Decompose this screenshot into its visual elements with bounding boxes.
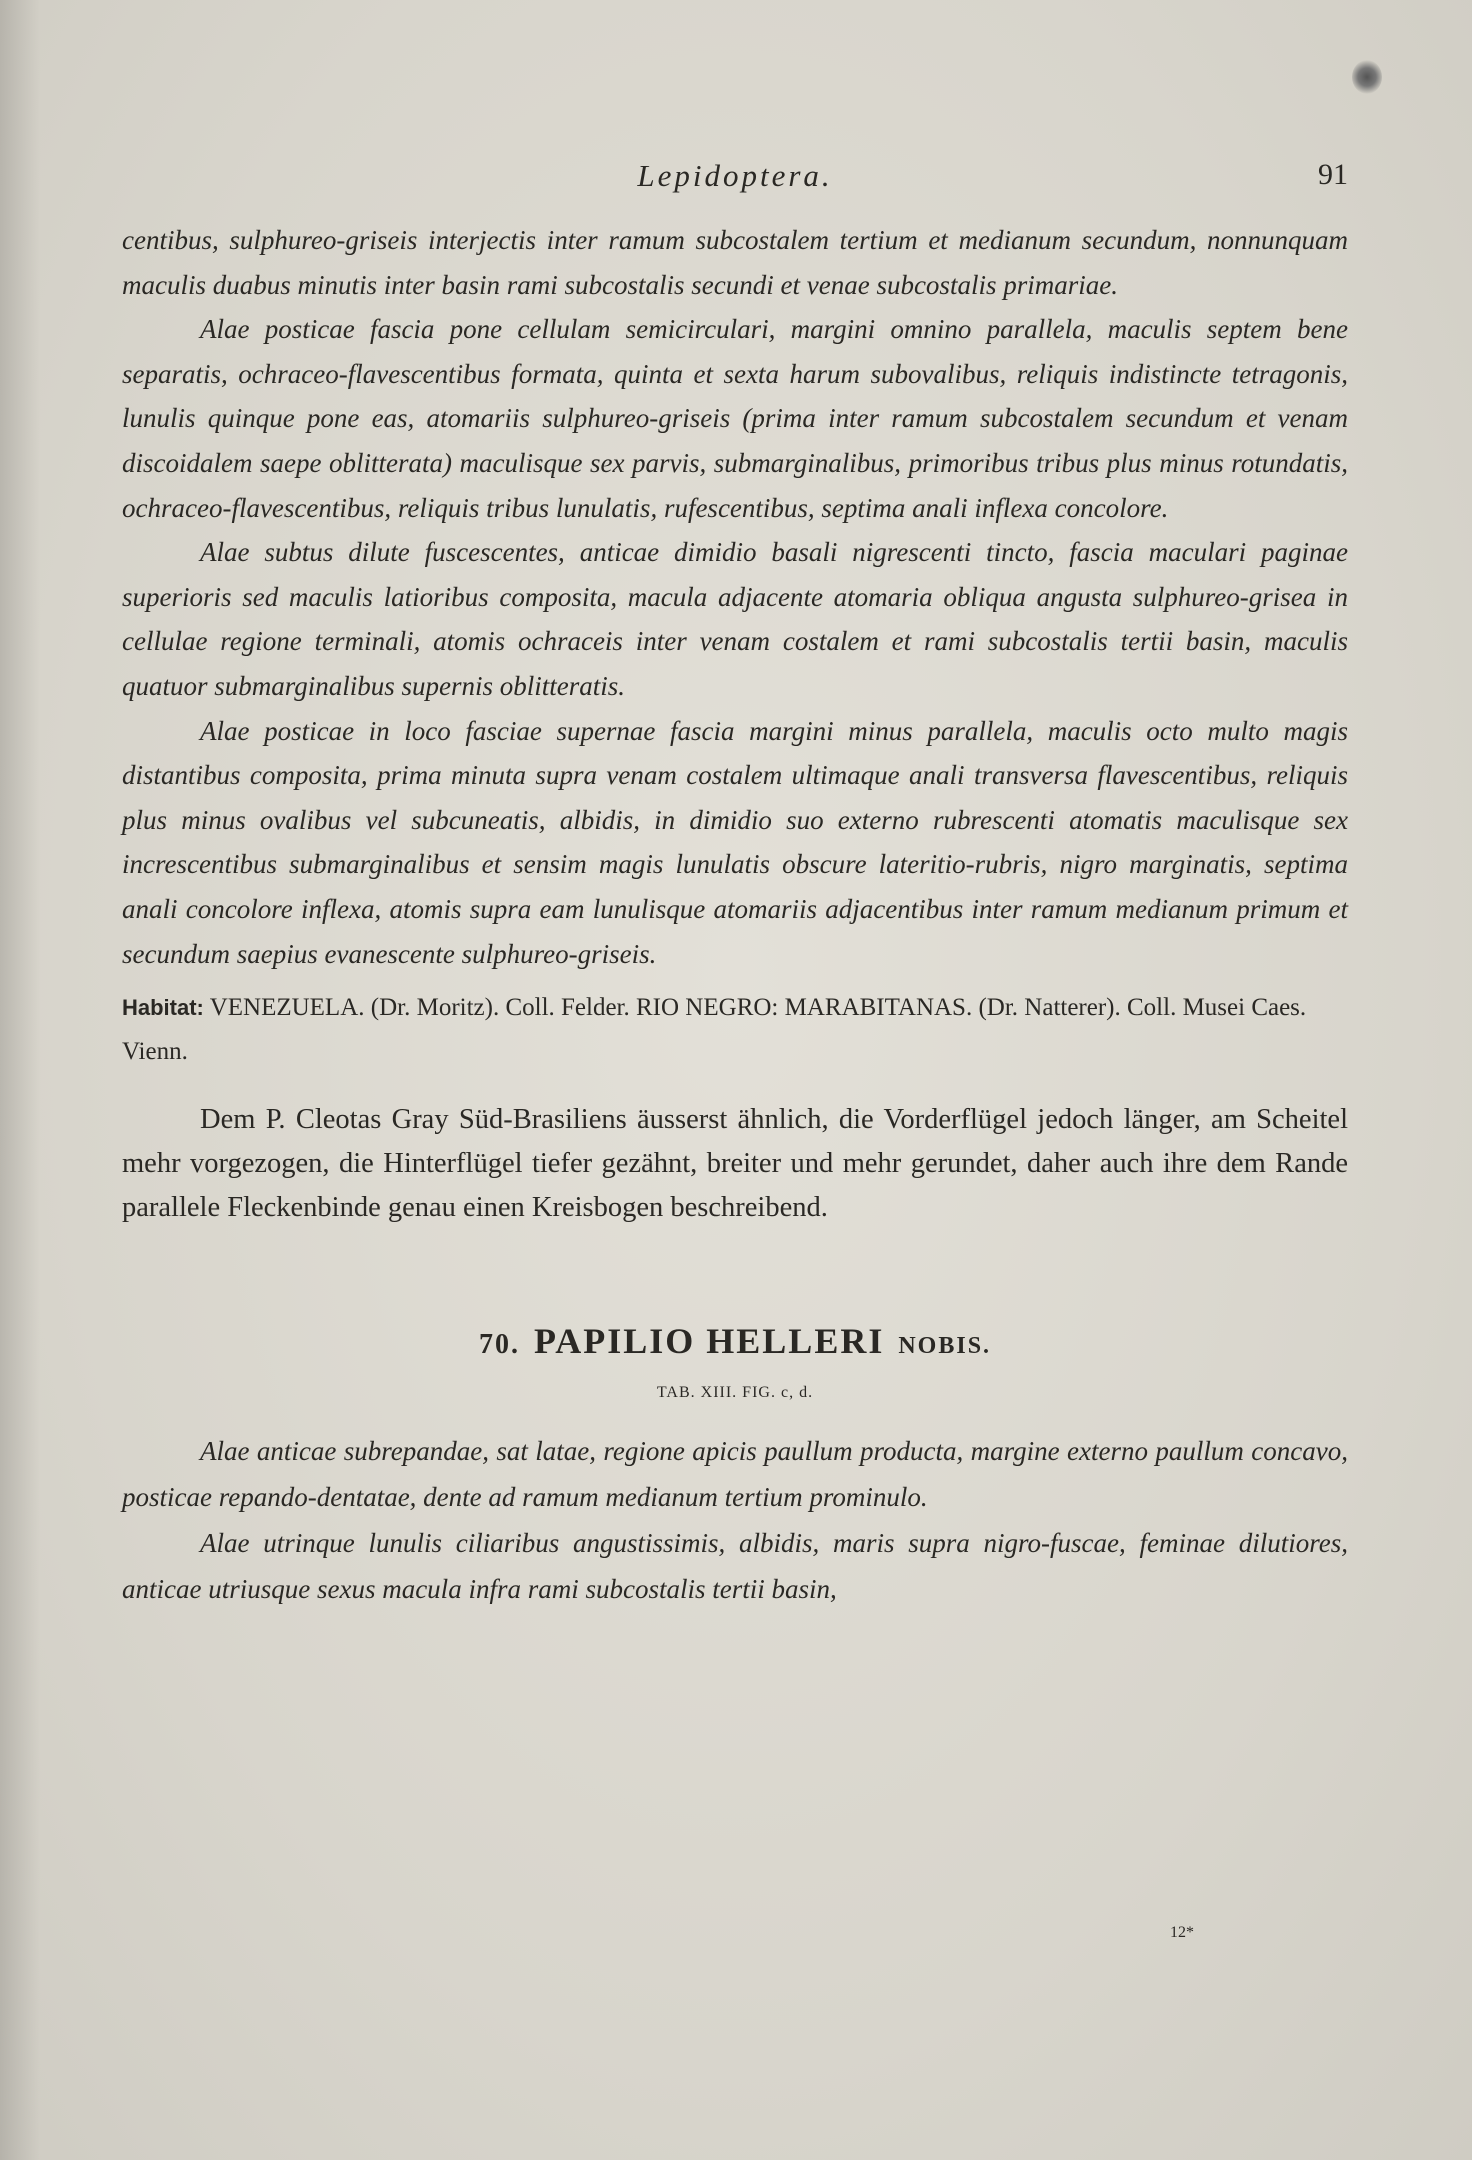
plate-reference: TAB. XIII. FIG. c, d. (656, 1384, 814, 1402)
ink-smudge (1352, 60, 1382, 94)
habitat-text: VENEZUELA. (Dr. Moritz). Coll. Felder. RIO NEGRO: MARABITANAS. (Dr. Natterer). Coll. Musei Caes. Vienn. (122, 994, 1307, 1066)
habitat (122, 986, 1348, 1074)
species-number: 70. (478, 1329, 520, 1361)
page-number: 91 (1318, 158, 1348, 191)
signature-mark: 12* (1170, 1924, 1194, 1941)
species-name: PAPILIO HELLERI (533, 1321, 885, 1362)
paragraph-wing-colour: Alae utrinque lunulis ciliaribus angustissimis, albidis, maris supra nigro-fuscae, feminae dilutiores, anticae utriusque sexus macula infra rami subcostalis tertii basin, (122, 1528, 1348, 1605)
species-heading (122, 1320, 1348, 1362)
description-bottom (122, 1428, 1348, 1612)
german-note: Dem P. Cleotas Gray Süd-Brasiliens äusserst ähnlich, die Vorderflügel jedoch länger, am Scheitel mehr vorgezogen, die Hinterflügel tiefer gezähnt, breiter und mehr gerundet, daher auch ihre dem Rande parallele Fleckenbinde genau einen Kreisbogen beschreibend. (122, 1104, 1348, 1224)
paragraph-underside: Alae subtus dilute fuscescentes, anticae dimidio basali nigrescenti tincto, fascia maculari paginae superioris sed maculis latioribus composita, macula adjacente atomaria obliqua angusta sulphureo-grisea in cellulae regione terminali, atomis ochraceis inter venam costalem et rami subcostalis tertii basin, maculis quatuor submarginalibus supernis oblitteratis. (122, 537, 1348, 701)
paragraph-continuation: centibus, sulphureo-griseis interjectis inter ramum subcostalem tertium et medianum secundum, nonnunquam maculis duabus minutis inter basin rami subcostalis secundi et venae subcostalis primariae. (122, 225, 1348, 300)
paragraph-wing-shape: Alae anticae subrepandae, sat latae, regione apicis paullum producta, margine externo paullum concavo, posticae repando-dentatae, dente ad ramum medianum tertium prominulo. (122, 1436, 1348, 1513)
running-head (122, 158, 1348, 206)
page-gutter-shadow (0, 0, 40, 2160)
page-content (122, 158, 1348, 1612)
description-top (122, 218, 1348, 976)
running-title: Lepidoptera. (637, 158, 833, 193)
species-author: NOBIS. (898, 1333, 992, 1360)
habitat-label: Habitat: (122, 995, 204, 1021)
paragraph-hindwing-underside: Alae posticae in loco fasciae supernae fascia margini minus parallela, maculis octo multo magis distantibus composita, prima minuta supra venam costalem ultimaque anali transversa flavescentibus, reliquis plus minus ovalibus vel subcuneatis, albidis, in dimidio suo externo rubrescenti atomatis maculisque sex increscentibus submarginalibus et sensim magis lunulatis obscure lateritio-rubris, nigro marginatis, septima anali concolore inflexa, atomis supra eam lunulisque atomariis adjacentibus inter ramum medianum primum et secundum saepius evanescente sulphureo-griseis. (122, 715, 1348, 969)
paragraph-hindwing: Alae posticae fascia pone cellulam semicirculari, margini omnino parallela, maculis septem bene separatis, ochraceo-flavescentibus formata, quinta et sexta harum subovalibus, reliquis indistincte tetragonis, lunulis quinque pone eas, atomariis sulphureo-griseis (prima inter ramum subcostalem secundum et venam discoidalem saepe oblitterata) maculisque sex parvis, submarginalibus, primoribus tribus plus minus rotundatis, ochraceo-flavescentibus, reliquis tribus lunulatis, rufescentibus, septima anali inflexa concolore. (122, 314, 1348, 523)
